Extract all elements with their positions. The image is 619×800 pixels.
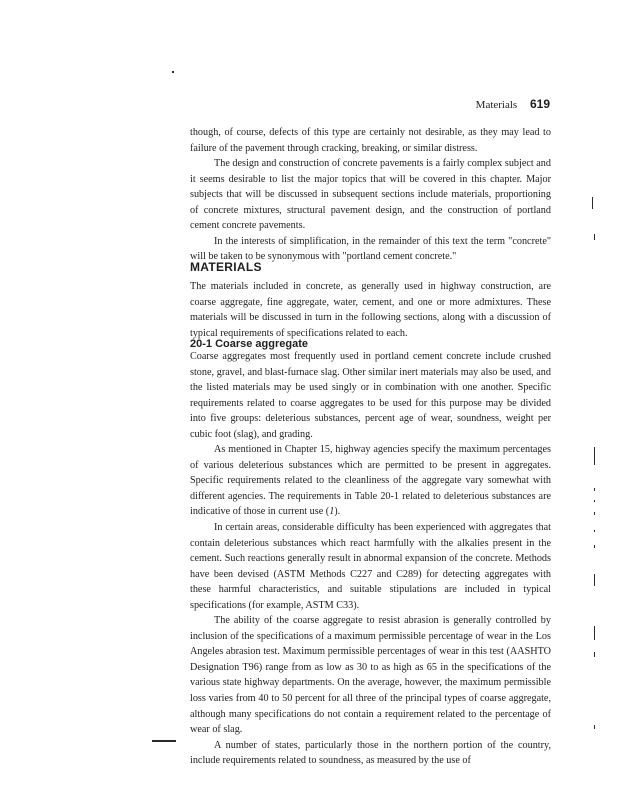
margin-mark bbox=[594, 512, 595, 515]
margin-mark bbox=[594, 234, 595, 240]
materials-block bbox=[190, 279, 551, 341]
margin-mark bbox=[594, 500, 595, 502]
margin-mark bbox=[594, 488, 595, 491]
intro-block bbox=[190, 125, 551, 265]
margin-mark bbox=[594, 725, 595, 729]
intro-paragraph-1: though, of course, defects of this type are certainly not desirable, as they may lead to failure of the pavement through cracking, breaking, or similar distress. bbox=[190, 127, 551, 154]
coarse-paragraph-3: In certain areas, considerable difficulty has been experienced with aggregates that contain deleterious substances which react harmfully with the alkalies present in the cement. Such reactions generally result in abnormal expansion of the concrete. Methods have been devised (ASTM Methods C227 and C289) for detecting aggregates with these harmful characteristics, and suitable stipulations are included in typical specifications (for example, ASTM C33). bbox=[190, 522, 551, 611]
coarse-paragraph-2 bbox=[190, 442, 551, 520]
coarse-aggregate-block bbox=[190, 349, 551, 769]
margin-mark bbox=[594, 530, 595, 532]
reference-number: 1 bbox=[329, 506, 335, 518]
intro-paragraph-2: The design and construction of concrete pavements is a fairly complex subject and it seems desirable to list the major topics that will be covered in this chapter. Major subjects that will be discussed in subsequent sections include materials, proportioning of concrete mixtures, structural pavement design, and the construction of portland cement concrete pavements. bbox=[190, 158, 551, 232]
coarse-aggregate-heading: 20-1 Coarse aggregate bbox=[190, 338, 308, 350]
page-number: 619 bbox=[529, 97, 550, 111]
margin-mark bbox=[594, 652, 595, 657]
margin-mark bbox=[592, 197, 593, 209]
coarse-paragraph-2-end: ). bbox=[334, 506, 341, 518]
margin-mark bbox=[594, 626, 595, 640]
margin-mark bbox=[594, 574, 595, 586]
running-head bbox=[420, 97, 550, 111]
coarse-paragraph-1: Coarse aggregates most frequently used in portland cement concrete include crushed stone, gravel, and blast-furnace slag. Other similar inert materials may also be used, and the listed materials may be used singly or in combination with one another. Specific requirements related to coarse aggregates to be used for this purpose may be divided into five groups: deleterious substances, percent age of wear, soundness, weight per cubic foot (slag), and grading. bbox=[190, 351, 551, 440]
running-head-section: Materials bbox=[475, 99, 518, 111]
margin-mark bbox=[594, 545, 595, 548]
scan-speck bbox=[172, 71, 174, 73]
coarse-paragraph-5: A number of states, particularly those in the northern portion of the country, include requirements related to soundness, as measured by the use of bbox=[190, 739, 551, 767]
intro-paragraph-3: In the interests of simplification, in the remainder of this text the term "concrete" will be taken to be synonymous with "portland cement concrete." bbox=[190, 235, 551, 263]
coarse-paragraph-4: The ability of the coarse aggregate to resist abrasion is generally controlled by inclusion of the specifications of a maximum permissible percentage of wear in the Los Angeles abrasion test. Maximum permissible percentages of wear in this test (AASHTO Designation T96) range from as low as 30 to as high as 65 in the specifications of the various state highway departments. On the average, however, the maximum permissible loss varies from 40 to 50 percent for all three of the principal types of coarse aggregate, although many specifications do not contain a requirement related to the percentage of wear of slag. bbox=[190, 615, 551, 736]
coarse-paragraph-2-text: As mentioned in Chapter 15, highway agencies specify the maximum percentages of various deleterious substances which are permitted to be present in aggregates. Specific requirements related to the cleanliness of the aggregate vary somewhat with different agencies. The requirements in Table 20-1 related to deleterious substances are indicative of those in current use ( bbox=[190, 444, 551, 518]
margin-mark bbox=[594, 447, 595, 465]
scan-dash bbox=[152, 740, 176, 742]
materials-heading: MATERIALS bbox=[190, 260, 262, 274]
materials-paragraph-1: The materials included in concrete, as generally used in highway construction, are coarse aggregate, fine aggregate, water, cement, and one or more admixtures. These materials will be discussed in turn in the following sections, along with a discussion of typical requirements of specifications related to each. bbox=[190, 281, 551, 339]
